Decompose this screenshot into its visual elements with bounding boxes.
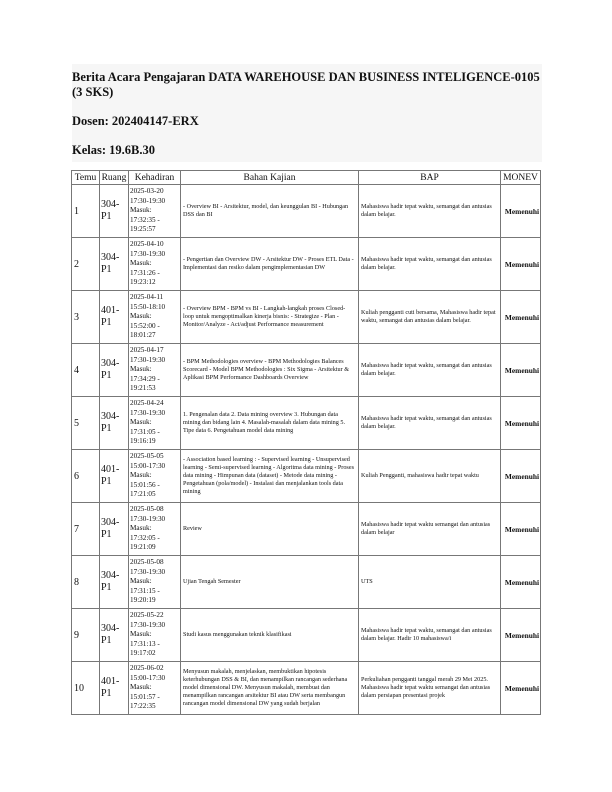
attendance-date: 2025-04-10 [130,240,164,249]
attendance-masuk-label: Masuk: [130,524,152,533]
cell-bap: Kuliah Pengganti, mahasiswa hadir tepat waktu [359,450,501,503]
attendance-schedule: 15:50-18:10 [130,302,166,311]
col-header-bap: BAP [359,171,501,185]
cell-ruang: 304-P1 [100,609,129,662]
attendance-masuk-label: Masuk: [130,312,152,321]
attendance-schedule: 17:30-19:30 [130,196,166,205]
attendance-schedule: 17:30-19:30 [130,514,166,523]
cell-bahan-kajian: - Overview BPM - BPM vs BI - Langkah-langkah proses Closed-loop untuk mengoptimalkan kinerja bisnis: - Strategize - Plan - Monitor/Analyze - Act/adjust Performance measurement [181,291,359,344]
cell-kehadiran [129,185,181,238]
cell-kehadiran [129,291,181,344]
cell-kehadiran [129,238,181,291]
table-row [72,556,541,609]
attendance-schedule: 17:30-19:30 [130,567,166,576]
col-header-temu: Temu [72,171,100,185]
table-row [72,291,541,344]
attendance-date: 2025-04-11 [130,293,164,302]
document-header [72,64,542,162]
cell-kehadiran [129,450,181,503]
attendance-table [71,170,541,715]
cell-bahan-kajian: 1. Pengenalan data 2. Data mining overview 3. Hubungan data mining dan bidang lain 4. Masalah-masalah dalam data mining 5. Tipe data 6. Pengetahuan model data mining [181,397,359,450]
table-row [72,503,541,556]
attendance-masuk-label: Masuk: [130,206,152,215]
attendance-date: 2025-04-24 [130,399,164,408]
cell-ruang: 304-P1 [100,185,129,238]
cell-kehadiran [129,397,181,450]
cell-bap: Mahasiswa hadir tepat waktu, semangat dan antusias dalam belajar. [359,344,501,397]
lecturer-line: Dosen: 202404147-ERX [72,114,199,128]
cell-temu: 9 [72,609,100,662]
cell-bahan-kajian: - BPM Methodologies overview - BPM Methodologies Balances Scorecard - Model BPM Methodologies : Six Sigma - Arsitektur & Aplikasi BPM Performance Dashboards Overview [181,344,359,397]
col-header-monev: MONEV [501,171,541,185]
attendance-date: 2025-04-17 [130,346,164,355]
attendance-masuk-time: 17:32:35 - 19:25:57 [130,215,160,234]
cell-temu: 4 [72,344,100,397]
attendance-date: 2025-05-08 [130,558,164,567]
attendance-masuk-time: 17:34:29 - 19:21:53 [130,374,160,393]
page-title: Berita Acara Pengajaran DATA WAREHOUSE DAN BUSINESS INTELIGENCE-0105 (3 SKS) [72,70,540,99]
cell-monev: Memenuhi [501,397,541,450]
cell-bap: Mahasiswa hadir tepat waktu, semangat dan antusias dalam belajar. [359,238,501,291]
attendance-date: 2025-05-05 [130,452,164,461]
cell-ruang: 304-P1 [100,556,129,609]
attendance-masuk-time: 15:01:57 - 17:22:35 [130,692,160,711]
cell-ruang: 401-P1 [100,662,129,715]
cell-monev: Memenuhi [501,185,541,238]
cell-ruang: 401-P1 [100,450,129,503]
table-header-row [72,171,541,185]
cell-kehadiran [129,556,181,609]
cell-monev: Memenuhi [501,503,541,556]
table-row [72,185,541,238]
cell-monev: Memenuhi [501,609,541,662]
attendance-masuk-label: Masuk: [130,683,152,692]
attendance-masuk-label: Masuk: [130,471,152,480]
attendance-masuk-label: Masuk: [130,630,152,639]
class-line: Kelas: 19.6B.30 [72,143,155,157]
cell-temu: 2 [72,238,100,291]
cell-kehadiran [129,503,181,556]
cell-monev: Memenuhi [501,344,541,397]
cell-bahan-kajian: Ujian Tengah Semester [181,556,359,609]
col-header-kehadiran: Kehadiran [129,171,181,185]
cell-bahan-kajian: - Pengertian dan Overview DW - Arsitektur DW - Proses ETL Data - Implementasi dan resiko dalam pengimplementasian DW [181,238,359,291]
cell-kehadiran [129,662,181,715]
table-row [72,450,541,503]
cell-bap: Mahasiswa hadir tepat waktu, semangat dan antusias dalam belajar. [359,185,501,238]
cell-bap: Mahasiswa hadir tepat waktu semangat dan antusias dalam belajar [359,503,501,556]
cell-ruang: 304-P1 [100,344,129,397]
attendance-schedule: 17:30-19:30 [130,249,166,258]
cell-ruang: 401-P1 [100,291,129,344]
cell-ruang: 304-P1 [100,397,129,450]
attendance-masuk-time: 17:31:05 - 19:16:19 [130,427,160,446]
cell-bap: Perkuliahan pengganti tanggal merah 29 Mei 2025. Mahasiswa hadir tepat waktu semangat dan antusias dalam persiapan presentasi projek [359,662,501,715]
attendance-date: 2025-05-08 [130,505,164,514]
cell-monev: Memenuhi [501,662,541,715]
col-header-ruang: Ruang [100,171,129,185]
table-row [72,662,541,715]
cell-monev: Memenuhi [501,238,541,291]
attendance-schedule: 17:30-19:30 [130,620,166,629]
col-header-bahan-kajian: Bahan Kajian [181,171,359,185]
attendance-schedule: 17:30-19:30 [130,355,166,364]
attendance-masuk-label: Masuk: [130,418,152,427]
cell-monev: Memenuhi [501,291,541,344]
table-row [72,397,541,450]
attendance-masuk-time: 17:31:26 - 19:23:12 [130,268,160,287]
attendance-masuk-label: Masuk: [130,259,152,268]
cell-monev: Memenuhi [501,556,541,609]
cell-temu: 6 [72,450,100,503]
table-body [72,185,541,715]
attendance-schedule: 15:00-17:30 [130,461,166,470]
cell-kehadiran [129,609,181,662]
cell-bahan-kajian: Studi kasus menggunakan teknik klasifikasi [181,609,359,662]
table-row [72,344,541,397]
cell-bap: Mahasiswa hadir tepat waktu, semangat dan antusias dalam belajar. Hadir 10 mahasiswa/i [359,609,501,662]
cell-ruang: 304-P1 [100,238,129,291]
attendance-masuk-time: 15:01:56 - 17:21:05 [130,480,160,499]
cell-temu: 3 [72,291,100,344]
cell-temu: 7 [72,503,100,556]
cell-monev: Memenuhi [501,450,541,503]
attendance-date: 2025-03-20 [130,187,164,196]
cell-bahan-kajian: Menyusun makalah, menjelaskan, membuktikan hipotesis keterhubungan DSS & BI, dan menampilkan rancangan sederhana model dimensional DW. Menyusun makalah, membuat dan menampilkan rancangan arsitektur BI atau DW serta membangun rancangan model dimensional DW yang sudah berjalan [181,662,359,715]
attendance-schedule: 15:00-17:30 [130,673,166,682]
attendance-masuk-label: Masuk: [130,577,152,586]
attendance-schedule: 17:30-19:30 [130,408,166,417]
cell-bahan-kajian: Review [181,503,359,556]
cell-bap: Mahasiswa hadir tepat waktu, semangat dan antusias dalam belajar. [359,397,501,450]
cell-temu: 5 [72,397,100,450]
attendance-masuk-time: 17:31:13 - 19:17:02 [130,639,160,658]
cell-temu: 1 [72,185,100,238]
cell-temu: 8 [72,556,100,609]
attendance-masuk-time: 17:31:15 - 19:20:19 [130,586,160,605]
attendance-masuk-time: 15:52:00 - 18:01:27 [130,321,160,340]
cell-bap: UTS [359,556,501,609]
cell-bahan-kajian: - Association based learning : - Supervised learning - Unsupervised learning - Semi-supervised learning - Algoritma data mining - Proses data mining - Himpunan data (dataset) - Metode data mining - Pengetahuan (pola/model) - Instalasi dan menjalankan tools data mining [181,450,359,503]
attendance-masuk-time: 17:32:05 - 19:21:09 [130,533,160,552]
cell-kehadiran [129,344,181,397]
attendance-date: 2025-05-22 [130,611,164,620]
cell-ruang: 304-P1 [100,503,129,556]
cell-bap: Kuliah pengganti cuti bersama, Mahasiswa hadir tepat waktu, semangat dan antusias dalam belajar. [359,291,501,344]
cell-temu: 10 [72,662,100,715]
attendance-date: 2025-06-02 [130,664,164,673]
table-row [72,238,541,291]
attendance-masuk-label: Masuk: [130,365,152,374]
table-row [72,609,541,662]
cell-bahan-kajian: - Overview BI - Arsitektur, model, dan keunggulan BI - Hubungan DSS dan BI [181,185,359,238]
